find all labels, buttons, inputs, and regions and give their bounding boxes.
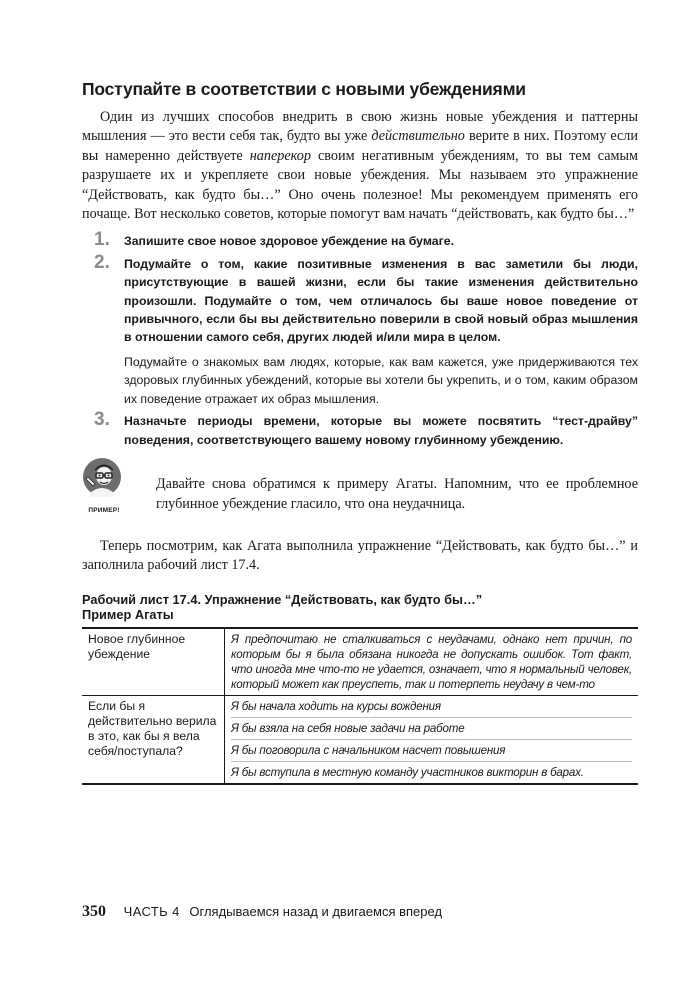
step-2 xyxy=(82,251,638,408)
step-number: 3. xyxy=(94,409,110,431)
intro-text-2: верите в них. Поэтому если вы намеренно действуете xyxy=(82,128,638,164)
intro-emphasis-1: действительно xyxy=(371,128,465,145)
row-answer: Я предпочитаю не сталкиваться с неудачами, однако нет причин, по которым бы я была обязана никогда не допускать ошибок. Тот факт, что иногда мне что-то не удается, означает, что я нормальный человек, который может как преуспеть, так и потерпеть неудачу в чем-то xyxy=(225,628,639,696)
step-number: 1. xyxy=(94,229,110,251)
row-answers xyxy=(225,695,639,784)
steps-list xyxy=(82,229,638,448)
step-number: 2. xyxy=(94,251,110,273)
answer-item: Я бы поговорила с начальником насчет повышения xyxy=(231,740,632,762)
row-label: Если бы я действительно верила в это, как бы я вела себя/поступала? xyxy=(82,695,225,784)
example-text: Давайте снова обратимся к примеру Агаты. Напомним, что ее проблемное глубинное убеждение гласило, что она неудачница. xyxy=(156,476,638,512)
step-3 xyxy=(82,409,638,449)
answer-item: Я бы начала ходить на курсы вождения xyxy=(231,696,632,718)
example-label: ПРИМЕР! xyxy=(88,506,120,514)
worksheet-title-line-2: Пример Агаты xyxy=(82,607,174,623)
example-block xyxy=(82,457,638,531)
page-number: 350 xyxy=(82,903,106,920)
table-row xyxy=(82,695,638,784)
part-label: ЧАСТЬ 4 xyxy=(123,904,180,919)
step-text: Назначьте периоды времени, которые вы можете посвятить “тест-драйву” поведения, соответствующего вашему новому глубинному убеждению. xyxy=(124,414,638,447)
page-footer xyxy=(82,903,442,921)
worksheet-title-line-1: Рабочий лист 17.4. Упражнение “Действовать, как будто бы…” xyxy=(82,591,483,607)
after-paragraph: Теперь посмотрим, как Агата выполнила упражнение “Действовать, как будто бы…” и заполнила рабочий лист 17.4. xyxy=(82,537,638,574)
step-text: Подумайте о том, какие позитивные изменения в вас заметили бы люди, присутствующие в вашей жизни, если бы такие изменения действительно произошли. Подумайте о том, чем отличалось бы ваше новое поведение от привычного, если бы вы действительно поверили в свой новый образ мышления в отношении самого себя, других людей и/или мира в целом. xyxy=(124,256,638,345)
section-heading: Поступайте в соответствии с новыми убеждениями xyxy=(82,79,526,99)
intro-text-3: своим негативным убеждениям, то вы тем самым разрушаете их и укрепляете свои новые убеждения. Мы называем это упражнение “Действовать, как будто бы…” Оно очень полезное! Мы рекомендуем применять его почаще. Вот несколько советов, которые помогут вам начать “действовать, как будто бы…” xyxy=(82,147,638,223)
worksheet-title xyxy=(82,592,638,623)
row-label: Новое глубинное убеждение xyxy=(82,628,225,696)
step-text: Запишите свое новое здоровое убеждение на бумаге. xyxy=(124,234,454,249)
part-title: Оглядываемся назад и двигаемся вперед xyxy=(189,904,443,919)
page-content xyxy=(82,78,638,785)
answer-item: Я бы вступила в местную команду участников викторин в барах. xyxy=(231,765,584,779)
step-1 xyxy=(82,229,638,251)
intro-paragraph xyxy=(82,108,638,224)
example-icon xyxy=(82,457,122,497)
answer-item: Я бы взяла на себя новые задачи на работе xyxy=(231,718,632,740)
table-row xyxy=(82,628,638,696)
intro-text-1: Один из лучших способов внедрить в свою жизнь новые убеждения и паттерны мышления — это вести себя так, будто вы уже xyxy=(82,109,638,145)
intro-emphasis-2: наперекор xyxy=(249,147,311,164)
worksheet-table xyxy=(82,627,638,785)
step-subtext: Подумайте о знакомых вам людях, которые, как вам кажется, уже придерживаются тех здоровых глубинных убеждений, которые вы хотели бы укрепить, и о том, каким образом их поведение отражает их образ мышления. xyxy=(124,354,638,406)
